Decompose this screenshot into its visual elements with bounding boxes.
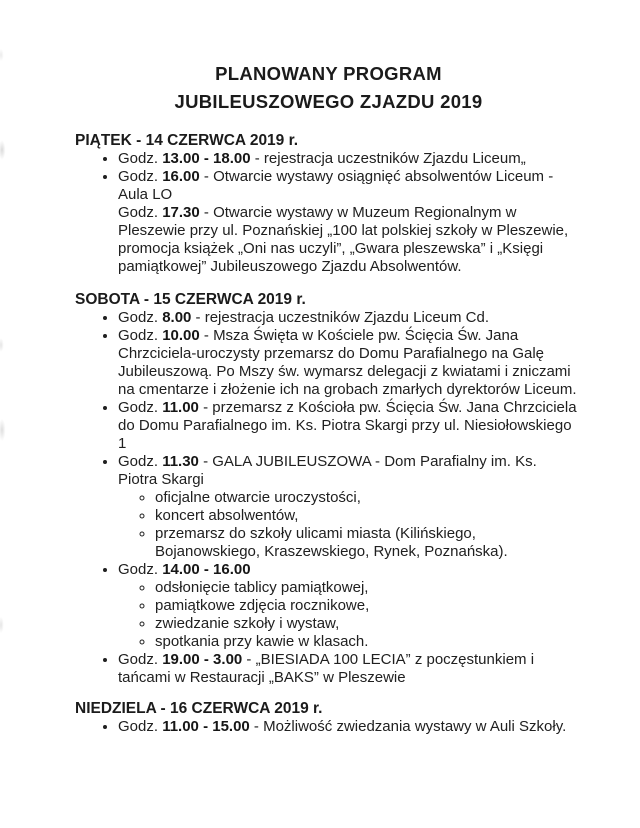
event-text: Godz. xyxy=(118,561,163,578)
event-text: oficjalne otwarcie uroczystości, xyxy=(155,489,361,506)
event-time: 11.00 - 15.00 xyxy=(162,718,250,735)
event-text: Godz. xyxy=(118,399,163,416)
event-list xyxy=(75,150,582,276)
event-text: spotkania przy kawie w klasach. xyxy=(155,633,369,650)
event-text: - GALA JUBILEUSZOWA - Dom Parafialny im. Ks. Piotra Skargi xyxy=(118,453,537,488)
event-text: odsłonięcie tablicy pamiątkowej, xyxy=(155,579,369,596)
event-text: Godz. xyxy=(118,651,163,668)
event-time: 19.00 - 3.00 xyxy=(162,651,243,668)
day-section xyxy=(75,131,582,276)
event-text: - rejestracja uczestników Zjazdu Liceum Cd. xyxy=(191,309,490,326)
event-item xyxy=(118,327,580,399)
sub-event-item xyxy=(155,615,579,633)
event-time: 13.00 - 18.00 xyxy=(162,150,251,167)
document-title-line1: PLANOWANY PROGRAM xyxy=(215,63,442,84)
event-time: 14.00 - 16.00 xyxy=(162,561,251,578)
event-time: 11.00 xyxy=(162,399,199,416)
sub-event-list xyxy=(118,489,580,561)
event-item xyxy=(118,651,580,687)
event-item xyxy=(118,168,580,276)
event-text: Godz. xyxy=(118,204,163,221)
sub-event-item xyxy=(155,597,579,615)
event-item xyxy=(118,309,580,327)
event-text: Godz. xyxy=(118,150,163,167)
document-title-line2: JUBILEUSZOWEGO ZJAZDU 2019 xyxy=(174,91,483,112)
event-time: 17.30 xyxy=(162,204,200,221)
event-text: przemarsz do szkoły ulicami miasta (Kilińskiego, Bojanowskiego, Kraszewskiego, Rynek, Poznańska). xyxy=(155,525,508,560)
event-text: pamiątkowe zdjęcia rocznikowe, xyxy=(155,597,370,614)
event-item xyxy=(118,561,580,651)
event-item xyxy=(118,453,580,561)
event-text: zwiedzanie szkoły i wystaw, xyxy=(155,615,340,632)
event-text: Godz. xyxy=(118,168,163,185)
event-text: - Msza Święta w Kościele pw. Ścięcia Św. Jana Chrzciciela-uroczysty przemarsz do Domu Parafialnego na Galę Jubileuszową. Po Mszy św. wymarsz delegacji z kwiatami i zniczami na cmentarze i złożenie ich na grobach zmarłych dyrektorów Liceum. xyxy=(118,327,577,398)
sub-event-item xyxy=(155,525,579,561)
day-section xyxy=(75,290,582,687)
event-text: Godz. xyxy=(118,309,163,326)
event-time: 11.30 xyxy=(162,453,199,470)
scan-edge-artifact xyxy=(0,0,7,828)
event-text: Godz. xyxy=(118,718,163,735)
event-time: 8.00 xyxy=(162,309,192,326)
event-text: - rejestracja uczestników Zjazdu Liceum„ xyxy=(250,150,526,167)
event-text: - Otwarcie wystawy osiągnięć absolwentów Liceum - Aula LO xyxy=(118,168,554,203)
document-title xyxy=(75,60,582,116)
event-item xyxy=(118,399,580,453)
event-text: Godz. xyxy=(118,453,163,470)
event-text: - Możliwość zwiedzania wystawy w Auli Szkoły. xyxy=(249,718,567,735)
event-list xyxy=(75,309,582,687)
event-time: 16.00 xyxy=(162,168,200,185)
event-item xyxy=(118,150,580,168)
event-item xyxy=(118,718,580,736)
event-time: 10.00 xyxy=(162,327,200,344)
event-text: - Otwarcie wystawy w Muzeum Regionalnym w Pleszewie przy ul. Poznańskiej „100 lat polskiej szkoły w Pleszewie, promocja książek „Oni nas uczyli”, „Gwara pleszewska” i „Księgi pamiątkowej” Jubileuszowego Zjazdu Absolwentów. xyxy=(118,204,569,275)
sub-event-item xyxy=(155,507,579,525)
sub-event-item xyxy=(155,579,579,597)
sub-event-list xyxy=(118,579,580,651)
event-text: - „BIESIADA 100 LECIA” z poczęstunkiem i tańcami w Restauracji „BAKS” w Pleszewie xyxy=(118,651,535,686)
event-text: - przemarsz z Kościoła pw. Ścięcia Św. Jana Chrzciciela do Domu Parafialnego im. Ks. Piotra Skargi przy ul. Niesiołowskiego 1 xyxy=(118,399,577,452)
day-heading: NIEDZIELA - 16 CZERWCA 2019 r. xyxy=(75,700,323,717)
event-list xyxy=(75,718,582,736)
sub-event-item xyxy=(155,633,579,651)
day-heading: PIĄTEK - 14 CZERWCA 2019 r. xyxy=(75,132,299,149)
sub-event-item xyxy=(155,489,579,507)
event-text: koncert absolwentów, xyxy=(155,507,299,524)
sections-container xyxy=(75,131,582,736)
event-text: Godz. xyxy=(118,327,163,344)
day-heading: SOBOTA - 15 CZERWCA 2019 r. xyxy=(75,291,306,308)
day-section xyxy=(75,699,582,736)
